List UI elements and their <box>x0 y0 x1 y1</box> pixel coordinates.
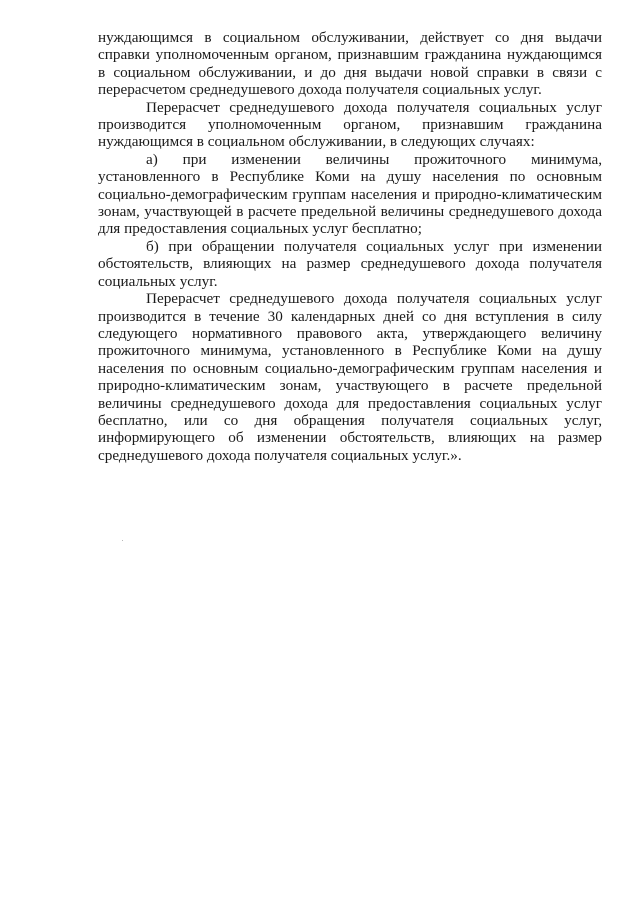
paragraph-recalculation-cases: Перерасчет среднедушевого дохода получателя социальных услуг производится уполномоченным органом, признавшим гражданина нуждающимся в социальном обслуживании, в следующих случаях: <box>98 98 602 151</box>
paragraph-case-a: а) при изменении величины прожиточного минимума, установленного в Республике Коми на душу населения по основным социально-демографическим группам населения и природно-климатическим зонам, участвующей в расчете предельной величины среднедушевого дохода для предоставления социальных услуг бесплатно; <box>98 150 602 238</box>
paragraph-case-b: б) при обращении получателя социальных услуг при изменении обстоятельств, влияющих на размер среднедушевого дохода получателя социальных услуг. <box>98 237 602 290</box>
document-body <box>98 29 602 464</box>
paragraph-continuation: нуждающимся в социальном обслуживании, действует со дня выдачи справки уполномоченным органом, признавшим гражданина нуждающимся в социальном обслуживании, и до дня выдачи новой справки в связи с перерасчетом среднедушевого дохода получателя социальных услуг. <box>98 29 602 99</box>
paragraph-recalculation-term: Перерасчет среднедушевого дохода получателя социальных услуг производится в течение 30 календарных дней со дня вступления в силу следующего нормативного правового акта, утверждающего величину прожиточного минимума, установленного в Республике Коми на душу населения по основным социально-демографическим группам населения и природно-климатическим зонам, участвующего в расчете предельной величины среднедушевого дохода для предоставления социальных услуг бесплатно, или со дня обращения получателя социальных услуг, информирующего об изменении обстоятельств, влияющих на размер среднедушевого дохода получателя социальных услуг.». <box>98 290 602 464</box>
scan-speck <box>122 540 123 541</box>
